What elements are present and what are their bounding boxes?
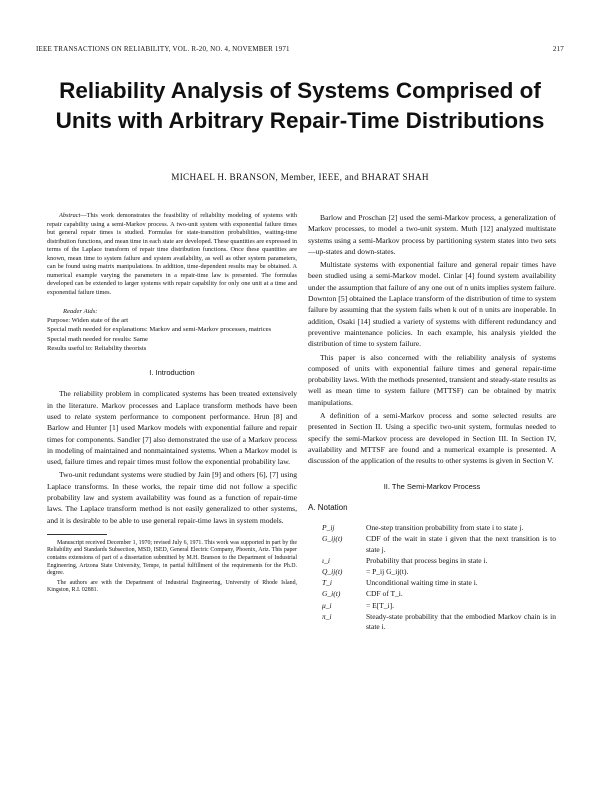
journal-info: IEEE TRANSACTIONS ON RELIABILITY, VOL. R-20, NO. 4, NOVEMBER 1971 [36, 45, 290, 53]
notation-item [308, 601, 556, 611]
reader-aid-line: Special math needed for explanations: Markov and semi-Markov processes, matrices [47, 326, 272, 334]
title-line-2: Units with Arbitrary Repair-Time Distributions [55, 108, 545, 133]
notation-item [308, 578, 556, 588]
notation-symbol: P_ij [322, 523, 335, 533]
notation-symbol: G_ij(t) [322, 534, 343, 544]
notation-item [308, 567, 556, 577]
notation-list [308, 523, 556, 632]
footnotes [47, 540, 297, 595]
reader-aid-line: Special math needed for results: Same [47, 335, 148, 343]
section-heading-semi-markov: II. The Semi-Markov Process [383, 481, 481, 491]
reader-aid-line: Purpose: Widen state of the art [47, 317, 129, 325]
notation-symbol: Q_ij(t) [322, 566, 343, 576]
body-paragraph: Two-unit redundant systems were studied by Jain [9] and others [6], [7] using Laplace transforms. In these works, the repair time did not follow a specific probability law and system availability was found as a function of repair-time laws. The Laplace transform method is not easily generalized to other systems, and it is desirable to be able to use general repair-time laws in system models. [47, 470, 297, 525]
notation-definition: CDF of T_i. [366, 589, 403, 599]
notation-item [308, 523, 556, 533]
notation-definition: CDF of the wait in state i given that the next transition is to state j. [366, 534, 556, 554]
body-paragraph: Barlow and Proschan [2] used the semi-Markov process, a generalization of Markov processes, to model a two-unit system. Muth [12] analyzed multistate systems using a semi-Markov process by partitioning system states into two sets—up-states and down-states. [308, 213, 556, 256]
notation-symbol: T_i [322, 578, 333, 588]
paper-title [20, 76, 580, 136]
body-paragraph: This paper is also concerned with the reliability analysis of systems composed of units with exponential failure times and general repair-time probability laws. With the methods presented, transient and steady-state results as well as mean time to system failure (MTTSF) can be obtained by matrix manipulations. [308, 352, 556, 407]
page-number: 217 [552, 45, 564, 53]
running-header [36, 45, 564, 55]
notation-symbol: μ_i [322, 600, 332, 610]
abstract [47, 212, 297, 297]
reader-aids [47, 307, 297, 353]
notation-symbol: π_i [322, 611, 332, 621]
right-column [308, 212, 556, 633]
abstract-label: Abstract [59, 212, 81, 219]
notation-symbol: G_i(t) [322, 589, 341, 599]
notation-symbol: ι_i [322, 555, 330, 565]
title-line-1: Reliability Analysis of Systems Comprised of [59, 78, 541, 103]
notation-definition: = E[T_i]. [366, 600, 394, 610]
notation-definition: Steady-state probability that the embodied Markov chain is in state i. [366, 611, 556, 631]
authors: MICHAEL H. BRANSON, Member, IEEE, and BHARAT SHAH [171, 172, 429, 182]
notation-item [308, 612, 556, 632]
abstract-text: —This work demonstrates the feasibility of reliability modeling of systems with repair capability using a semi-Markov process. A two-unit system with exponential failure times but general repair times is studied. Formulas for state-transition probabilities, waiting-time distribution functions, and mean time in each state are developed. These quantities are expressed in terms of the Laplace transform of repair time distribution functions. Once these quantities are known, mean time to system failure and system availability, as well as other system parameters, can be found using matrix manipulations. In addition, time-dependent results may be obtained. A numerical example varying the parameters in a repair-time law is presented. The formulas developed can be extended to larger systems with repair capability for only one unit at a time and exponential failure times. [47, 212, 297, 296]
notation-definition: Probability that process begins in state i. [366, 555, 488, 565]
notation-definition: One-step transition probability from state i to state j. [366, 523, 524, 533]
body-paragraph: Multistate systems with exponential failure and general repair times have been studied using a semi-Markov model. Cinlar [4] found system availability under the assumption that failure of any one out of n units implies system failure. Downton [5] obtained the Laplace transform of the distribution of time to system failure by assuming that the system fails when k out of n units are inoperable. In addition, Osaki [14] studied a variety of systems with different redundancy and preventive maintenance policies. In each example, his analysis yielded the distribution of time to system failure. [308, 260, 556, 349]
footnote: Manuscript received December 1, 1970; revised July 6, 1971. This work was supported in part by the Reliability and Standards Subsection, MSD, ISED, General Electric Company, Phoenix, Ariz. This paper contains extensions of part of a dissertation submitted by M.H. Branson to the Department of Industrial Engineering, Arizona State University, Tempe, in partial fulfillment of the requirements for the Ph.D. degree. [47, 539, 297, 577]
section-heading-introduction: I. Introduction [149, 368, 195, 378]
notation-item [308, 534, 556, 554]
notation-definition: = P_ij G_ij(t). [366, 566, 409, 576]
reader-aid-line: Results useful to: Reliability theorists [47, 344, 147, 352]
body-paragraph: A definition of a semi-Markov process and some selected results are presented in Section II. Using a specific two-unit system, formulas needed to specify the semi-Markov process are developed in Section III. In Section IV, availability and MTTSF are found and a numerical example is presented. A discussion of the application of the results to other systems is given in Section V. [308, 411, 556, 466]
notation-item [308, 556, 556, 566]
subsection-heading-notation: A. Notation [308, 502, 348, 512]
notation-definition: Unconditional waiting time in state i. [366, 578, 478, 588]
footnote: The authors are with the Department of Industrial Engineering, University of Rhode Island, Kingston, R.I. 02881. [47, 579, 297, 594]
body-paragraph: The reliability problem in complicated systems has been treated extensively in the literature. Markov processes and Laplace transform methods have been used to relate system performance to component performance. Hrun [8] and Barlow and Hunter [1] used Markov models with exponential failure and repair times for components. Sandler [7] also demonstrated the use of a Markov process in modeling of maintained and nonmaintained systems. When a Markov model is used, failure times and repair times must follow the exponential probability law. [47, 389, 297, 467]
left-column [47, 212, 297, 597]
reader-aids-heading: Reader Aids: [63, 308, 98, 315]
footnote-divider [47, 534, 107, 535]
notation-item [308, 589, 556, 599]
